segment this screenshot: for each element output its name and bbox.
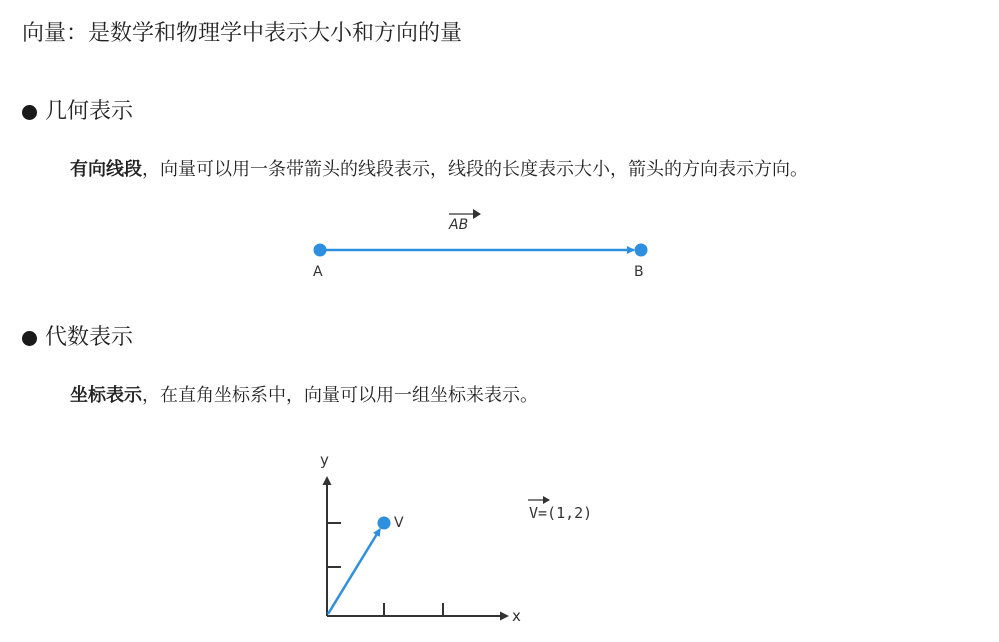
formula-vector-v: V=(1,2) xyxy=(529,504,593,522)
point-a xyxy=(314,244,327,257)
section-title-algebraic: 代数表示 xyxy=(45,325,134,350)
vector-ab-arrowhead-icon xyxy=(473,209,481,219)
point-v-label: V xyxy=(394,515,404,531)
section-algebraic xyxy=(22,322,133,354)
vector-ab-label: AB xyxy=(449,217,469,233)
y-axis-label: y xyxy=(320,451,329,469)
paragraph-geometric-text: ，向量可以用一条带箭头的线段表示，线段的长度表示大小，箭头的方向表示方向。 xyxy=(142,159,808,180)
term-directed-segment: 有向线段 xyxy=(70,159,142,180)
page-title: 向量：是数学和物理学中表示大小和方向的量 xyxy=(22,21,463,46)
section-title-geometric: 几何表示 xyxy=(45,99,134,124)
formula-arrowhead-icon xyxy=(543,496,550,504)
bullet-dot-icon xyxy=(22,331,37,346)
vector-v xyxy=(328,529,380,614)
figure-coordinate-vector xyxy=(320,451,592,625)
paragraph-algebraic xyxy=(70,382,538,410)
point-a-label: A xyxy=(313,264,323,280)
figure-directed-segment xyxy=(313,209,648,280)
paragraph-algebraic-text: ，在直角坐标系中，向量可以用一组坐标来表示。 xyxy=(142,385,538,406)
point-v xyxy=(378,517,391,530)
point-b-label: B xyxy=(634,264,644,280)
point-b xyxy=(635,244,648,257)
term-coordinate: 坐标表示 xyxy=(70,385,142,406)
x-axis-label: x xyxy=(512,607,521,625)
